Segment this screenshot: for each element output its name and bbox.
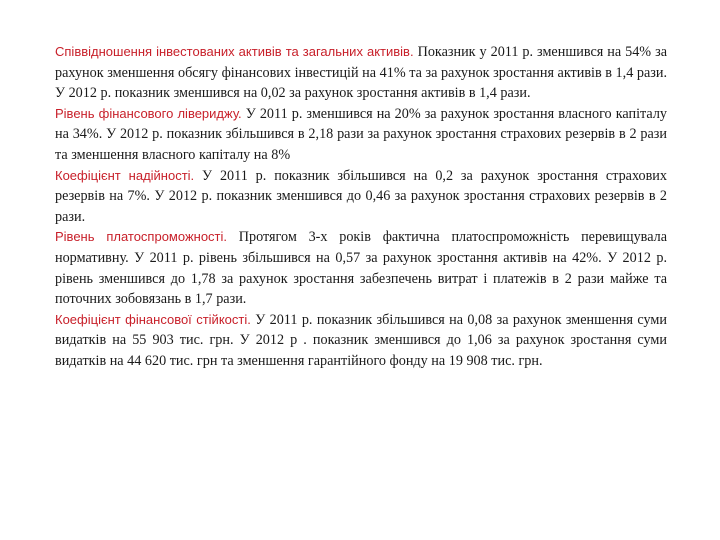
text-financial-stability: У 2011 р. показник збільшився на 0,08 за рахунок зменшення суми видатків на 55 903 тис. грн. У 2012 р . показник зменшився до 1,06 за рахунок зростання суми видатків на 44 620 тис. грн та зменшення гарантійного фонду на 19 908 тис. грн. bbox=[55, 311, 667, 369]
text-financial-leverage: У 2011 р. зменшився на 20% за рахунок зростання власного капіталу на 34%. У 2012 р. показник збільшився в 2,18 рази за рахунок зростання страхових резервів в 2 рази та зменшення власного капіталу на 8% bbox=[55, 105, 667, 163]
term-financial-stability: Коефіцієнт фінансової стійкості. bbox=[55, 311, 251, 327]
paragraph-financial-stability bbox=[55, 310, 667, 372]
paragraph-financial-leverage bbox=[55, 104, 667, 166]
text-reliability: У 2011 р. показник збільшився на 0,2 за рахунок зростання страхових резервів на 7%. У 2012 р. показник зменшився до 0,46 за рахунок зростання страхових резервів в 2 рази. bbox=[55, 167, 667, 225]
text-investment-ratio: Показник у 2011 р. зменшився на 54% за рахунок зменшення обсягу фінансових інвестицій на 41% та за рахунок зростання активів в 1,4 рази. У 2012 р. показник зменшився на 0,02 за рахунок зростання активів в 1,4 рази. bbox=[55, 44, 667, 102]
document-page bbox=[55, 42, 667, 372]
text-solvency: Протягом 3-х років фактична платоспроможність перевищувала нормативну. У 2011 р. рівень збільшився на 0,57 за рахунок зростання активів на 42%. У 2012 р. рівень зменшився до 1,78 за рахунок зростання забезпечень витрат і платежів в 2 рази майже та поточних зобовязань в 1,7 рази. bbox=[55, 229, 667, 308]
paragraph-investment-ratio bbox=[55, 42, 667, 104]
term-investment-ratio: Співвідношення інвестованих активів та загальних активів. bbox=[55, 44, 414, 59]
term-financial-leverage: Рівень фінансового лівериджу. bbox=[55, 105, 242, 121]
paragraph-solvency bbox=[55, 227, 667, 309]
paragraph-reliability bbox=[55, 166, 667, 228]
term-reliability: Коефіцієнт надійності. bbox=[55, 167, 195, 183]
term-solvency: Рівень платоспроможності. bbox=[55, 229, 228, 245]
